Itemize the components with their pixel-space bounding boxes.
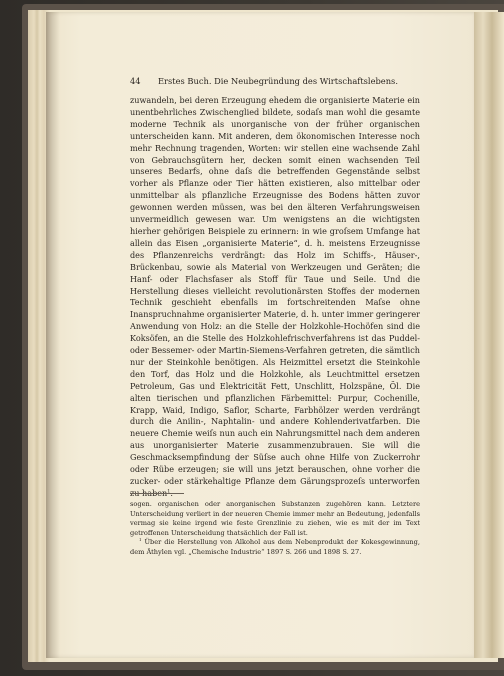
main-paragraph: zuwandeln, bei deren Erzeugung ehedem die organisierte Materie ein unentbehrliches Zwischenglied bildete, sodaſs man wohl die gesamte moderne Technik als unorganische von der früher organischen unterscheiden kann. Mit anderen, dem ökonomischen Interesse noch mehr Rechnung tragenden, Worten: wir stellen eine wachsende Zahl von Gebrauchsgütern her, decken somit einen wachsenden Teil unseres Bedarfs, ohne daſs die betreffenden Gegenstände selbst vorher als Pflanze oder Tier hätten existieren, also mittelbar oder unmittelbar als pflanzliche Erzeugnisse des Bodens hätten zuvor gewonnen werden müssen, was bei den älteren Verfahrungsweisen unvermeidlich gewesen war. Um wenigstens an die wichtigsten hierher gehörigen Beispiele zu erinnern: in wie groſsem Umfange hat allein das Eisen „organisierte Materie“, d. h. meistens Erzeugnisse des Pflanzenreichs verdrängt: das Holz im Schiffs-, Häuser-, Brückenbau, sowie als Material von Werkzeugen und Geräten; die Hanf- oder Flachsfaser als Stoff für Taue und Seile. Und die Herstellung dieses vielleicht revolutionärsten Stoffes der modernen Technik geschieht ebenfalls im fortschreitenden Maſse ohne Inanspruchnahme organisierter Materie, d. h. unter immer geringerer Anwendung von Holz: an die Stelle der Holzkohle-Hochöfen sind die Koksöfen, an die Stelle des Holzkohlefrischverfahrens ist das Puddel- oder Bessemer- oder Martin-Siemens-Verfahren getreten, die sämtlich nur der Steinkohle benötigen. Als Heizmittel ersetzt die Steinkohle den Torf, das Holz und die Holzkohle, als Leuchtmittel ersetzen Petroleum, Gas und Elektricität Fett, Unschlitt, Holzspäne, Öl. Die alten tierischen und pflanzlichen Färbemittel: Purpur, Cochenille, Krapp, Waid, Indigo, Saflor, Scharte, Farbhölzer werden verdrängt durch die Anilin-, Naphtalin- und andere Kohlenderivatfarben. Die neuere Chemie weiſs nun auch ein Nahrungsmittel nach dem anderen aus unorganisierter Materie zusammenzubrauen. Sie will die Geschmacksempfindung der Süſse auch ohne Hilfe von Zuckerrohr oder Rübe erzeugen; sie will uns jetzt berauschen, ohne vorher die zucker- oder stärkehaltige Pflanze dem Gärungsprozeſs unterworfen zu haben$^1$.	[130, 95, 420, 498]
running-title: Erstes Buch. Die Neubegründung des Wirtschaftslebens.	[158, 76, 398, 86]
right-page-edges	[474, 12, 504, 658]
gutter-shadow	[46, 12, 60, 658]
paragraph-text: zuwandeln, bei deren Erzeugung ehedem die organisierte Materie ein unentbehrliches Zwischenglied bildete, sodaſs man wohl die gesamte moderne Technik als unorganische von der früher organischen unterscheiden kann. Mit anderen, dem ökonomischen Interesse noch mehr Rechnung tragenden, Worten: wir stellen eine wachsende Zahl von Gebrauchsgütern her, decken somit einen wachsenden Teil unseres Bedarfs, ohne daſs die betreffenden Gegenstände selbst vorher als Pflanze oder Tier hätten existieren, also mittelbar oder unmittelbar als pflanzliche Erzeugnisse des Bodens hätten zuvor gewonnen werden müssen, was bei den älteren Verfahrungsweisen unvermeidlich gewesen war. Um wenigstens an die wichtigsten hierher gehörigen Beispiele zu erinnern: in wie groſsem Umfange hat allein das Eisen „organisierte Materie“, d. h. meistens Erzeugnisse des Pflanzenreichs verdrängt: das Holz im Schiffs-, Häuser-, Brückenbau, sowie als Material von Werkzeugen und Geräten; die Hanf- oder Flachsfaser als Stoff für Taue und Seile. Und die Herstellung dieses vielleicht revolutionärsten Stoffes der modernen Technik geschieht ebenfalls im fortschreitenden Maſse ohne Inanspruchnahme organisierter Materie, d. h. unter immer geringerer Anwendung von Holz: an die Stelle der Holzkohle-Hochöfen sind die Koksöfen, an die Stelle des Holzkohlefrischverfahrens ist das Puddel- oder Bessemer- oder Martin-Siemens-Verfahren getreten, die sämtlich nur der Steinkohle benötigen. Als Heizmittel ersetzt die Steinkohle den Torf, das Holz und die Holzkohle, als Leuchtmittel ersetzen Petroleum, Gas und Elektricität Fett, Unschlitt, Holzspäne, Öl. Die alten tierischen und pflanzlichen Färbemittel: Purpur, Cochenille, Krapp, Waid, Indigo, Saflor, Scharte, Farbhölzer werden verdrängt durch die Anilin-, Naphtalin- und andere Kohlenderivatfarben. Die neuere Chemie weiſs nun auch ein Nahrungsmittel nach dem anderen aus unorganisierter Materie zusammenzubrauen. Sie will die Geschmacksempfindung der Süſse auch ohne Hilfe von Zuckerrohr oder Rübe erzeugen; sie will uns jetzt berauschen, ohne vorher die zucker- oder stärkehaltige Pflanze dem Gärungsprozeſs unterworfen zu haben	[130, 95, 420, 498]
body-text	[130, 95, 420, 500]
footnotes	[130, 500, 420, 558]
footnote-continued: sogen. organischen oder anorganischen Substanzen zugehören kann. Letztere Unterscheidung verliert in der neueren Chemie immer mehr an Bedeutung, jedenfalls vermag sie keine irgend wie feste Grenzlinie zu ziehen, wie es mit der im Text getroffenen Unterscheidung thatsächlich der Fall ist.	[130, 500, 420, 537]
running-header	[130, 76, 420, 86]
footnote-1	[130, 538, 420, 557]
footnote-marker: 1	[139, 537, 142, 543]
footnote-reference: 1	[167, 488, 171, 495]
page-number: 44	[130, 76, 141, 86]
footnote-text: Über die Herstellung von Alkohol aus dem Nebenprodukt der Kokesgewinnung, dem Äthylen vgl. „Chemische Industrie“ 1897 S. 266 und 1898 S. 27.	[130, 538, 420, 556]
footnote-rule	[130, 493, 184, 494]
